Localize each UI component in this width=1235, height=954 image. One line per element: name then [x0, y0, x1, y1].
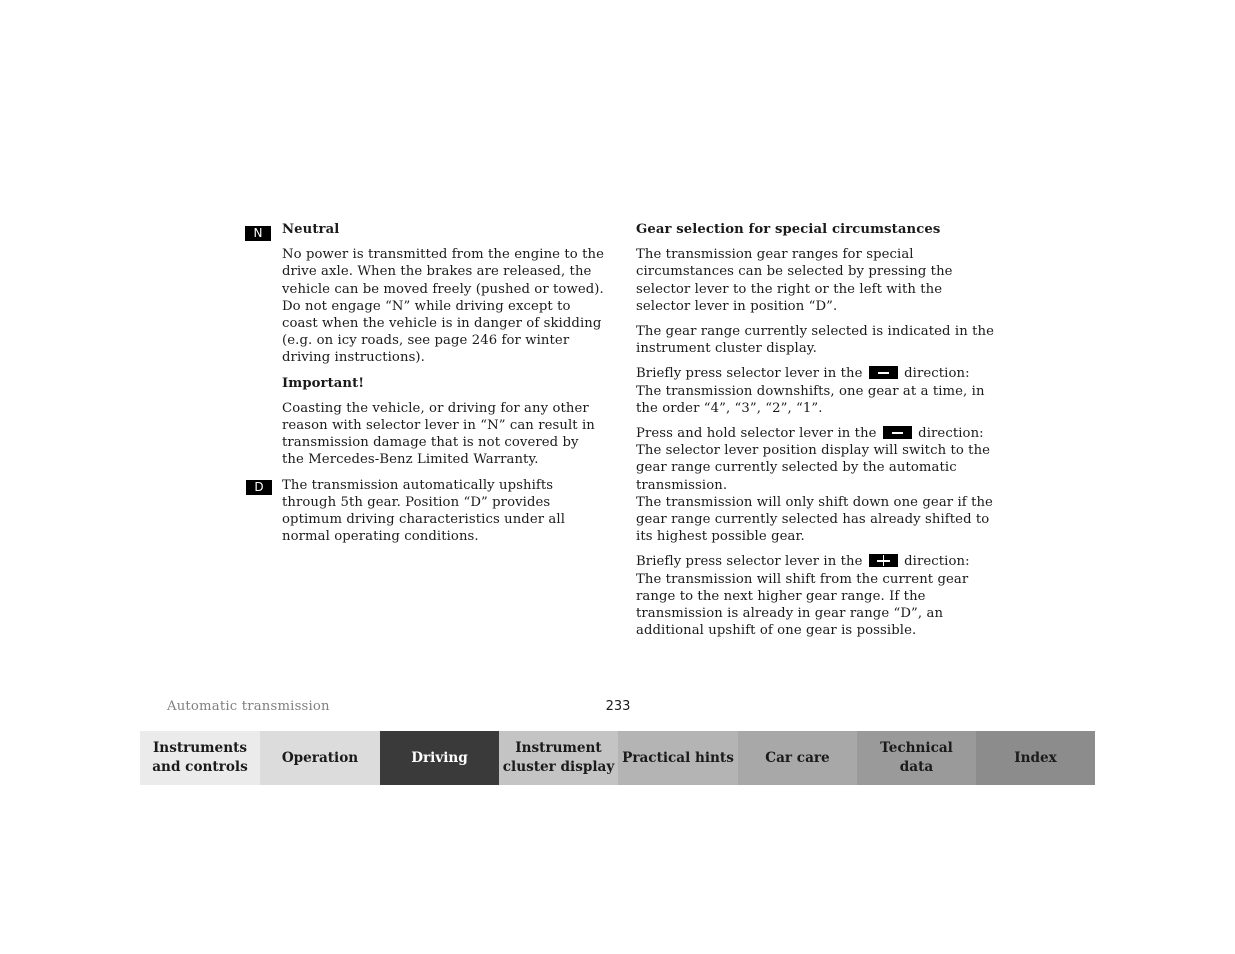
upshift-paragraph: [636, 553, 998, 639]
hold-instruction-pre: Press and hold selector lever in the: [636, 426, 877, 442]
page-number: 233: [605, 699, 631, 714]
hold-body-2: The transmission will only shift down one gear if the gear range currently selected has already shifted to its highest possible gear.: [636, 494, 993, 545]
upshift-instruction-post: direction:: [904, 554, 970, 570]
downshift-instruction-pre: Briefly press selector lever in the: [636, 366, 863, 382]
downshift-paragraph: [636, 365, 998, 417]
tab-car-care[interactable]: [738, 731, 857, 785]
drive-body: The transmission automatically upshifts through 5th gear. Position “D” provides optimum driving characteristics under all normal operating conditions.: [282, 477, 566, 545]
important-body: Coasting the vehicle, or driving for any other reason with selector lever in “N” can result in transmission damage that is not covered by the Mercedes-Benz Limited Warranty.: [282, 400, 595, 468]
tab-label: Instruments and controls: [152, 740, 248, 775]
upshift-body: The transmission will shift from the current gear range to the next higher gear range. If the transmission is already in gear range “D”, an additional upshift of one gear is possible.: [636, 571, 969, 639]
tab-label: Driving: [411, 749, 468, 766]
tab-label: Index: [1014, 749, 1057, 766]
tab-technical-data[interactable]: [857, 731, 976, 785]
tab-label: Practical hints: [622, 749, 734, 766]
tab-driving[interactable]: [380, 731, 499, 785]
hold-instruction-post: direction:: [918, 426, 984, 442]
upshift-instruction-pre: Briefly press selector lever in the: [636, 554, 863, 570]
gear-n-badge: N: [245, 226, 271, 241]
tab-label: Operation: [281, 749, 359, 766]
important-heading: Important!: [282, 375, 365, 391]
tab-operation[interactable]: [260, 731, 380, 785]
tab-label: Technical data: [880, 740, 953, 775]
tab-instrument-cluster-display[interactable]: [499, 731, 618, 785]
tab-instruments-and-controls[interactable]: [140, 731, 260, 785]
tab-label: Car care: [765, 749, 830, 766]
section-title: Automatic transmission: [167, 699, 330, 714]
neutral-heading: Neutral: [282, 222, 340, 237]
section-nav-bar: [140, 731, 1095, 785]
tab-practical-hints[interactable]: [618, 731, 738, 785]
tab-index[interactable]: [976, 731, 1095, 785]
minus-button-icon: [883, 426, 912, 439]
downshift-body: The transmission downshifts, one gear at a time, in the order “4”, “3”, “2”, “1”.: [636, 383, 985, 416]
gear-d-badge: D: [246, 480, 272, 495]
plus-button-icon: [869, 554, 898, 567]
hold-downshift-paragraph: [636, 425, 998, 545]
tab-label: Instrument cluster display: [502, 740, 615, 775]
downshift-instruction-post: direction:: [904, 366, 970, 382]
gear-selection-p1: The transmission gear ranges for special circumstances can be selected by pressing the selector lever to the right or the left with the selector lever in position “D”.: [636, 247, 953, 314]
right-column: [636, 221, 998, 647]
neutral-body: No power is transmitted from the engine to the drive axle. When the brakes are released, the vehicle can be moved freely (pushed or towed). Do not engage “N” while driving except to coast when the vehicle is in danger of skidding (e.g. on icy roads, see page 246 for winter driving instructions).: [282, 247, 604, 366]
gear-selection-heading: Gear selection for special circumstances: [636, 222, 941, 237]
gear-selection-p2: The gear range currently selected is indicated in the instrument cluster display.: [636, 324, 994, 357]
hold-body-1: The selector lever position display will switch to the gear range currently selected by the automatic transmission.: [636, 443, 991, 493]
minus-button-icon: [869, 366, 898, 379]
left-column: [282, 221, 604, 553]
